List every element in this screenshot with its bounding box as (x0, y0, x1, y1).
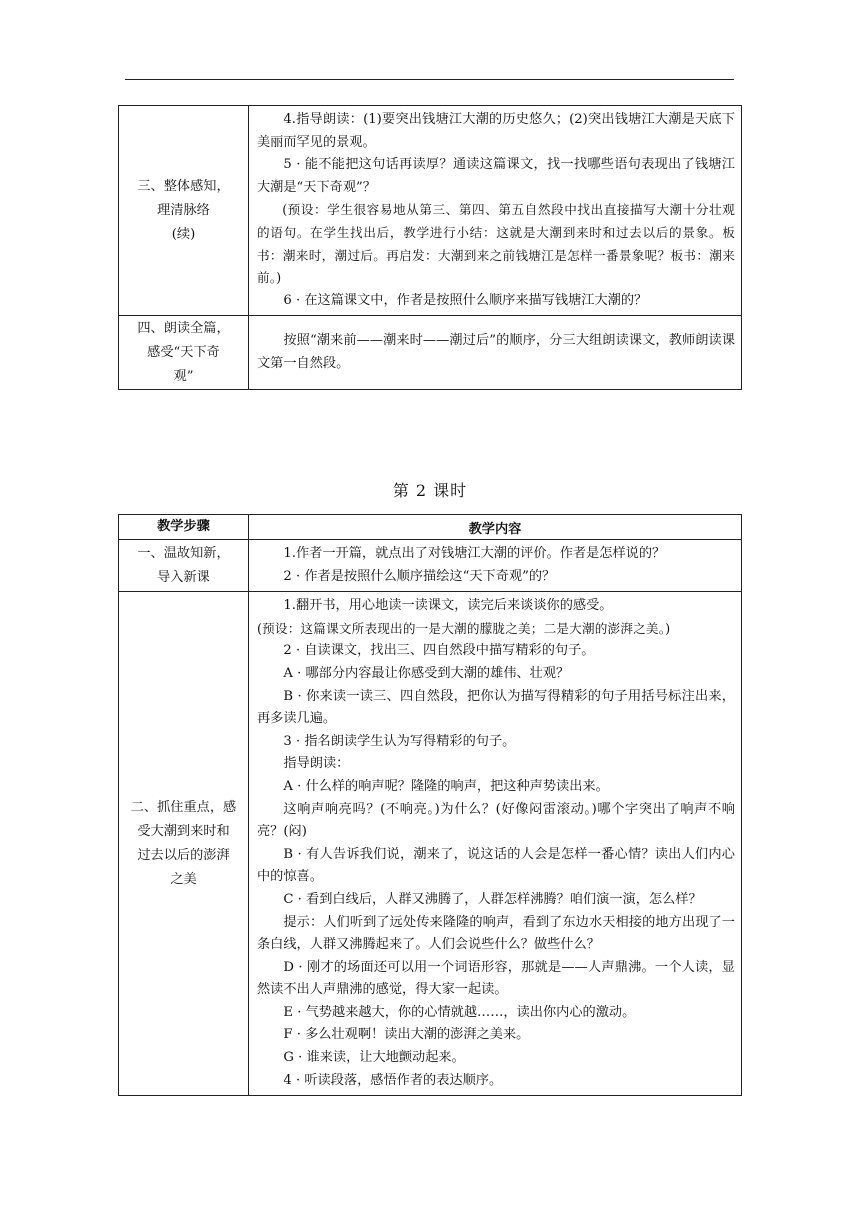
content-line: 1.作者一开篇，就点出了对钱塘江大潮的评价。作者是怎样说的？ (283, 546, 666, 561)
step-line: (续) (171, 226, 196, 242)
content-line: A · 什么样的响声呢？隆隆的响声，把这种声势读出来。 (283, 778, 609, 794)
content-line: 2 · 自读课文，找出三、四自然段中描写精彩的句子。 (283, 643, 595, 659)
content-line: B · 有人告诉我们说，潮来了，说这话的人会是怎样一番心情？读出人们内心中的惊喜。 (257, 846, 735, 885)
content-line: 按照“潮来前——潮来时——潮过后”的顺序，分三大组朗读课文，教师朗读课文第一自然段。 (257, 333, 735, 371)
content-cell (249, 316, 742, 390)
content-line: 6 · 在这篇课文中，作者是按照什么顺序来描写钱塘江大潮的？ (283, 292, 648, 308)
content-cell (249, 592, 742, 1096)
table-header-row (119, 515, 742, 540)
step-line: 三、整体感知， (137, 178, 230, 194)
step-line: 观” (173, 368, 194, 384)
content-line: 指导朗读： (283, 756, 350, 772)
step-cell (119, 106, 249, 316)
content-line: (预设：学生很容易地从第三、第四、第五自然段中找出直接描写大潮十分壮观的语句。在学生找出后，教学进行小结：这就是大潮到来时和过去以后的景象。板书：潮来时，潮过后。再启发：大潮到来之前钱塘江是怎样一番景象呢？板书：潮来前。) (257, 202, 735, 286)
content-line: 4.指导朗读：(1)要突出钱塘江大潮的历史悠久；(2)突出钱塘江大潮是天底下美丽而罕见的景观。 (257, 112, 735, 150)
step-line: 导入新课 (157, 569, 210, 585)
lesson-plan-table-continued (118, 105, 742, 390)
step-line: 之美 (170, 871, 197, 887)
content-line: 3 · 指名朗读学生认为写得精彩的句子。 (283, 733, 516, 749)
step-line: 理清脉络 (157, 202, 210, 218)
content-line: A · 哪部分内容最让你感受到大潮的雄伟、壮观？ (283, 665, 570, 681)
step-line: 受大潮到来时和 (137, 823, 230, 839)
content-line: 这响声响亮吗？(不响亮。)为什么？(好像闷雷滚动。)哪个字突出了响声不响亮？(闷) (257, 801, 735, 840)
step-cell (119, 540, 249, 592)
lesson-plan-table (118, 514, 742, 1096)
content-line: F · 多么壮观啊！读出大潮的澎湃之美来。 (283, 1027, 530, 1043)
content-line: G · 谁来读，让大地颤动起来。 (283, 1050, 465, 1066)
step-line: 一、温故知新， (137, 545, 230, 561)
table-row (119, 592, 742, 1096)
step-cell (119, 592, 249, 1096)
content-line: 5 · 能不能把这句话再读厚？通读这篇课文，找一找哪些语句表现出了钱塘江大潮是“天下奇观”？ (257, 157, 735, 195)
step-cell (119, 316, 249, 390)
table-row (119, 106, 742, 316)
column-header-steps: 教学步骤 (119, 515, 249, 540)
step-line: 感受“天下奇 (147, 344, 220, 360)
step-line: 过去以后的澎湃 (137, 847, 230, 863)
content-line: C · 看到白线后，人群又沸腾了，人群怎样沸腾？咱们演一演，怎么样？ (283, 891, 702, 907)
content-line: E · 气势越来越大，你的心情就越……，读出你内心的激动。 (283, 1004, 636, 1020)
content-line: D · 刚才的场面还可以用一个词语形容，那就是——人声鼎沸。一个人读，显然读不出人声鼎沸的感觉，得大家一起读。 (257, 959, 735, 998)
content-line: 提示：人们听到了远处传来隆隆的响声，看到了东边水天相接的地方出现了一条白线，人群又沸腾起来了。人们会说些什么？做些什么？ (257, 914, 735, 953)
step-line: 二、抓住重点，感 (130, 799, 237, 815)
content-cell (249, 106, 742, 316)
table-row (119, 540, 742, 592)
step-line: 四、朗读全篇， (137, 320, 230, 336)
content-line: 2 · 作者是按照什么顺序描绘这“天下奇观”的？ (283, 568, 556, 584)
content-line: 4 · 听读段落，感悟作者的表达顺序。 (283, 1072, 503, 1088)
column-header-content: 教学内容 (249, 515, 742, 540)
content-line: (预设：这篇课文所表现出的一是大潮的朦胧之美；二是大潮的澎湃之美。) (257, 620, 671, 636)
content-line: 1.翻开书，用心地读一读课文，读完后来谈谈你的感受。 (283, 598, 613, 614)
content-line: B · 你来读一读三、四自然段，把你认为描写得精彩的句子用括号标注出来，再多读几遍。 (257, 688, 735, 727)
content-cell (249, 540, 742, 592)
table-row (119, 316, 742, 390)
header-rule (125, 79, 734, 80)
lesson-title: 第 2 课时 (392, 481, 468, 500)
